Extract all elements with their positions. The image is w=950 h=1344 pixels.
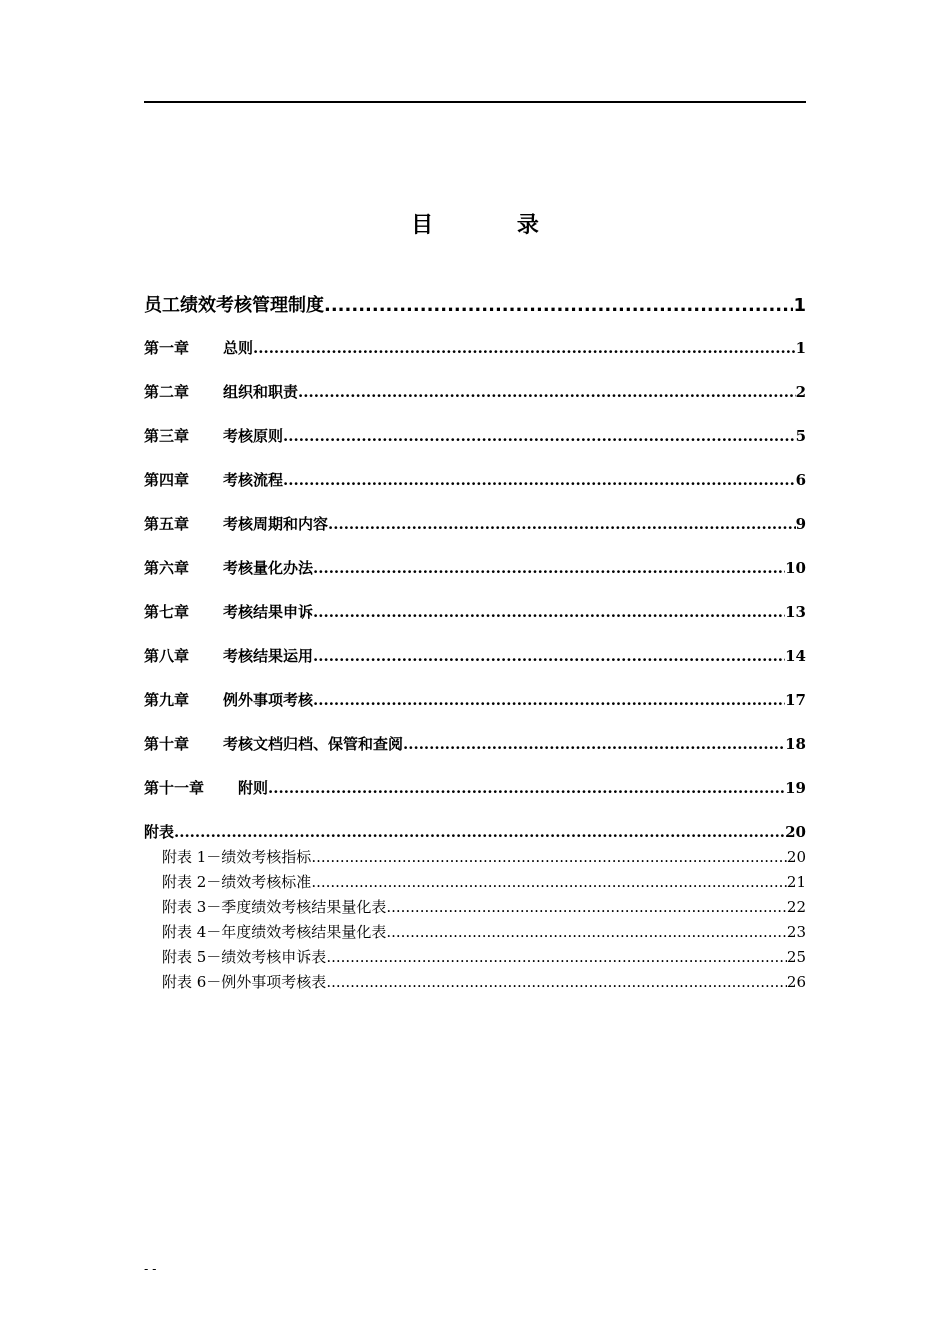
toc-entry-page: 21 <box>786 873 806 891</box>
toc-entry-page: 20 <box>786 848 806 866</box>
toc-leader-dots <box>283 427 796 445</box>
toc-entry-appendix[interactable] <box>144 821 806 841</box>
toc-entry-label: 附表 2－绩效考核标准 <box>162 873 312 891</box>
toc-entry-page: 17 <box>785 691 806 709</box>
toc-title: 目 录 <box>411 213 577 238</box>
toc-entry-chapter[interactable] <box>144 601 806 621</box>
toc-entry-label: 附表 1－绩效考核指标 <box>162 848 312 866</box>
toc-chapter-title: 考核结果申诉 <box>223 603 314 621</box>
toc-entry-page: 9 <box>795 515 806 533</box>
toc-entry-sub[interactable] <box>162 971 806 991</box>
toc-chapter-number: 第二章 <box>144 383 190 401</box>
toc-leader-dots <box>313 559 785 577</box>
toc-entry-label: 附表 <box>144 823 175 841</box>
toc-entry-sub[interactable] <box>162 846 806 866</box>
toc-entry-page: 18 <box>785 735 806 753</box>
toc-chapter-number: 第八章 <box>144 647 190 665</box>
toc-chapter-number: 第十章 <box>144 735 190 753</box>
toc-entry-page: 20 <box>785 823 806 841</box>
toc-leader-dots <box>386 898 787 916</box>
toc-entry-page: 1 <box>795 339 806 357</box>
toc-chapter-title: 考核流程 <box>223 471 284 489</box>
toc-chapter-title: 总则 <box>223 339 254 357</box>
toc-leader-dots <box>253 339 796 357</box>
toc-entry-chapter[interactable] <box>144 733 806 753</box>
toc-entry-label: 附表 5－绩效考核申诉表 <box>162 948 327 966</box>
toc-entry-chapter[interactable] <box>144 381 806 401</box>
toc-entry-chapter[interactable] <box>144 645 806 665</box>
toc-chapter-number: 第六章 <box>144 559 190 577</box>
toc-chapter-number: 第五章 <box>144 515 190 533</box>
toc-chapter-title: 考核结果运用 <box>223 647 314 665</box>
toc-chapter-title: 考核周期和内容 <box>223 515 329 533</box>
toc-leader-dots <box>326 973 787 991</box>
toc-leader-dots <box>298 383 796 401</box>
toc-entry-main[interactable] <box>144 291 806 315</box>
toc-entry-chapter[interactable] <box>144 513 806 533</box>
toc-leader-dots <box>313 647 785 665</box>
toc-entry-sub[interactable] <box>162 946 806 966</box>
toc-leader-dots <box>313 603 785 621</box>
toc-entry-label: 附表 6－例外事项考核表 <box>162 973 327 991</box>
toc-chapter-number: 第四章 <box>144 471 190 489</box>
toc-entry-chapter[interactable] <box>144 337 806 357</box>
toc-entry-chapter[interactable] <box>144 425 806 445</box>
toc-leader-dots <box>311 873 787 891</box>
toc-entry-page: 19 <box>785 779 806 797</box>
toc-entry-page: 2 <box>795 383 806 401</box>
toc-leader-dots <box>268 779 785 797</box>
toc-chapter-title: 附则 <box>238 779 269 797</box>
toc-entry-sub[interactable] <box>162 896 806 916</box>
toc-entry-page: 14 <box>785 647 806 665</box>
toc-entry-label: 附表 3－季度绩效考核结果量化表 <box>162 898 387 916</box>
toc-entry-label: 员工绩效考核管理制度 <box>144 295 324 315</box>
toc-entry-page: 25 <box>786 948 806 966</box>
toc-entry-chapter[interactable] <box>144 777 806 797</box>
toc-entry-page: 10 <box>785 559 806 577</box>
toc-entry-page: 1 <box>793 295 806 315</box>
toc-chapter-number: 第一章 <box>144 339 190 357</box>
toc-entry-chapter[interactable] <box>144 689 806 709</box>
page-footer: - - <box>144 1262 157 1276</box>
toc-leader-dots <box>324 295 793 315</box>
toc-leader-dots <box>403 735 785 753</box>
toc-leader-dots <box>283 471 796 489</box>
toc-entry-sub[interactable] <box>162 921 806 941</box>
toc-chapter-title: 考核量化办法 <box>223 559 314 577</box>
toc-chapter-title: 组织和职责 <box>223 383 299 401</box>
header-rule <box>144 101 806 103</box>
toc-entry-label: 附表 4－年度绩效考核结果量化表 <box>162 923 387 941</box>
toc-leader-dots <box>313 691 785 709</box>
toc-chapter-number: 第十一章 <box>144 779 205 797</box>
toc-entry-page: 26 <box>786 973 806 991</box>
toc-entry-page: 22 <box>786 898 806 916</box>
toc-chapter-number: 第七章 <box>144 603 190 621</box>
toc-leader-dots <box>174 823 785 841</box>
toc-entry-sub[interactable] <box>162 871 806 891</box>
toc-entry-page: 6 <box>795 471 806 489</box>
toc-entry-page: 5 <box>795 427 806 445</box>
toc-chapter-number: 第九章 <box>144 691 190 709</box>
toc-entry-chapter[interactable] <box>144 469 806 489</box>
toc-leader-dots <box>326 948 787 966</box>
toc-chapter-title: 考核原则 <box>223 427 284 445</box>
toc-chapter-title: 考核文档归档、保管和查阅 <box>223 735 404 753</box>
toc-leader-dots <box>386 923 787 941</box>
toc-leader-dots <box>328 515 796 533</box>
toc-chapter-number: 第三章 <box>144 427 190 445</box>
toc-entry-page: 23 <box>786 923 806 941</box>
toc-entry-page: 13 <box>785 603 806 621</box>
toc-entry-chapter[interactable] <box>144 557 806 577</box>
toc-chapter-title: 例外事项考核 <box>223 691 314 709</box>
toc-leader-dots <box>311 848 787 866</box>
